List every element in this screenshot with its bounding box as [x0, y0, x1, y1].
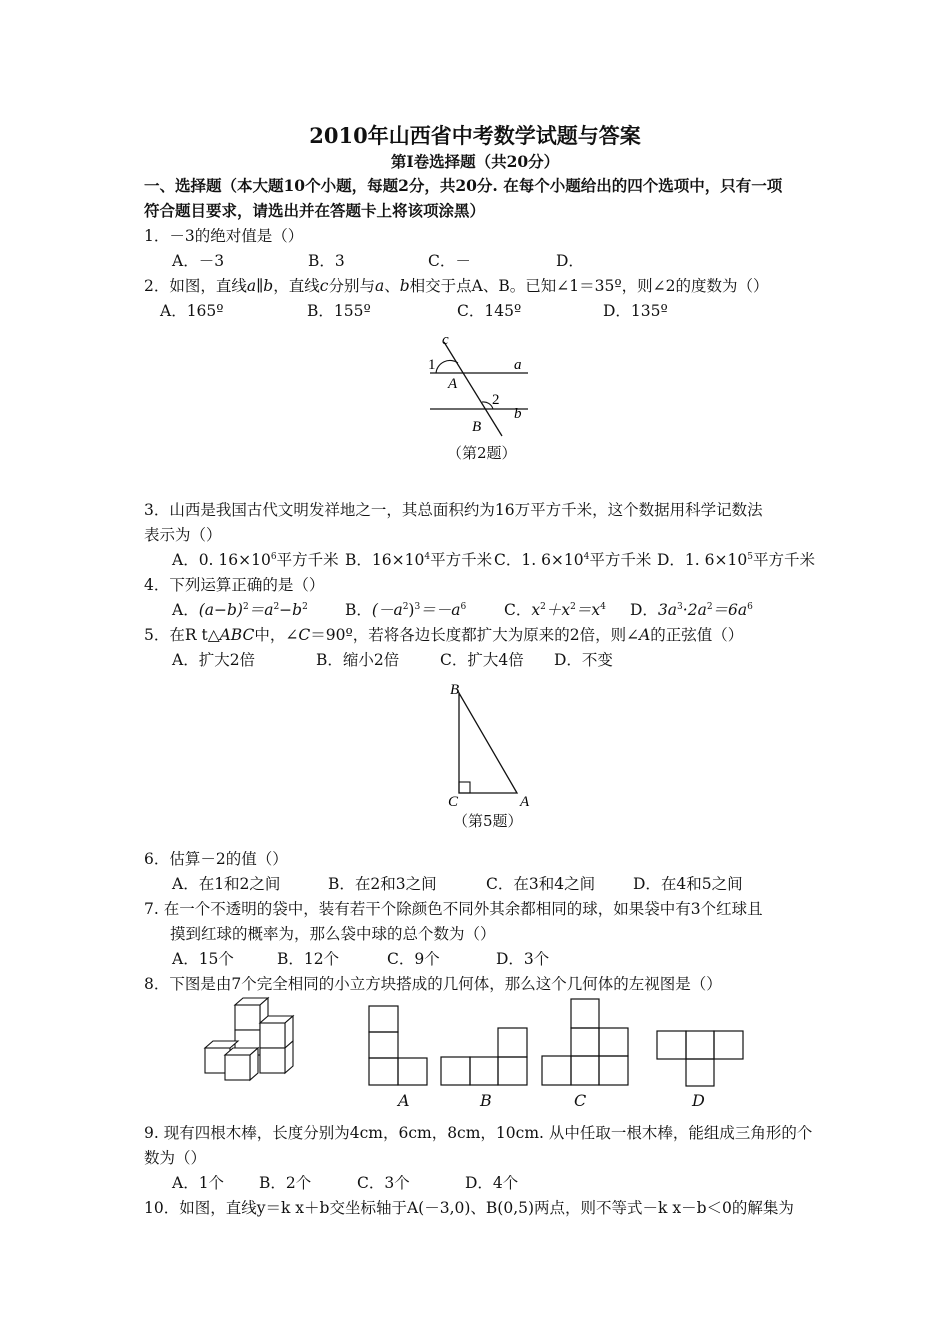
label-c: c: [442, 332, 449, 348]
q3-option-b: B．$16\times 10^4$平方千米: [345, 551, 493, 569]
cube-front-bottom: [225, 1048, 258, 1080]
cube-middle-right: [260, 1016, 293, 1048]
q2-option-a: A．165º: [160, 302, 224, 320]
q7-option-a: A．15个: [172, 950, 234, 968]
q2-figure: [420, 330, 540, 440]
q5-option-b: B．缩小2倍: [316, 651, 400, 669]
q1-option-d: D．: [556, 252, 584, 270]
q8-option-c-view[interactable]: [541, 998, 631, 1087]
q4-option-b: B．$(-a^2)^3=-a^6$: [345, 601, 467, 619]
q9-option-c: C．3个: [357, 1174, 410, 1192]
q2-option-d: D．135º: [603, 302, 668, 320]
q8-option-a-view[interactable]: [368, 1005, 430, 1087]
q7-option-c: C．9个: [387, 950, 440, 968]
q1-option-a: A．－3: [172, 252, 225, 270]
q6-option-c: C．在3和4之间: [486, 875, 596, 893]
page-subtitle: 第Ⅰ卷选择题（共20分）: [390, 152, 560, 171]
section-heading-line1: 一、选择题（本大题10个小题，每题2分，共20分. 在每个小题给出的四个选项中，只有一项: [144, 176, 783, 195]
q5-caption: （第5题）: [453, 812, 523, 830]
label-point-B: B: [472, 419, 482, 435]
q4-option-c: C．$x^2+x^2=x^4$: [504, 601, 606, 619]
q1-stem: 1．－3的绝对值是（）: [144, 227, 304, 245]
q8-label-a: A: [398, 1091, 410, 1110]
q8-stem: 8．下图是由7个完全相同的小立方块搭成的几何体，那么这个几何体的左视图是（）: [144, 975, 722, 993]
q5-option-c: C．扩大4倍: [440, 651, 524, 669]
q1-option-c: C．－: [428, 252, 471, 270]
q7-line1: 7. 在一个不透明的袋中，装有若干个除颜色不同外其余都相同的球，如果袋中有3个红球且: [144, 900, 763, 918]
q2-option-b: B．155º: [307, 302, 371, 320]
q9-line2: 数为（）: [144, 1149, 207, 1167]
q3-option-d: D．1. $6\times 10^5$平方千米: [657, 551, 815, 569]
q5-figure: [440, 678, 540, 808]
q8-label-d: D: [692, 1091, 705, 1110]
q8-option-b-view[interactable]: [440, 1027, 530, 1087]
q5-option-a: A．扩大2倍: [172, 651, 256, 669]
q2-stem: 2．如图，直线a∥b，直线c分别与a、b相交于点A、B。已知∠1＝35º，则∠2的度数为（）: [144, 277, 769, 295]
q6-option-b: B．在2和3之间: [328, 875, 437, 893]
q2-caption: （第2题）: [447, 444, 517, 462]
q3-option-c: C．1. $6\times 10^4$平方千米: [494, 551, 652, 569]
q8-label-c: C: [574, 1091, 587, 1110]
q5-stem: 5．在R t△ABC中，∠C＝90º，若将各边长度都扩大为原来的2倍，则∠A的正弦值（）: [144, 626, 744, 644]
triangle-ABC: [459, 693, 517, 793]
q7-option-d: D．3个: [496, 950, 550, 968]
label-C: C: [448, 794, 459, 810]
page-title: 2010年山西省中考数学试题与答案: [309, 123, 641, 148]
q9-option-b: B．2个: [259, 1174, 312, 1192]
q4-option-a: A．$(a-b)^2=a^2-b^2$: [172, 601, 308, 619]
q9-line1: 9. 现有四根木棒，长度分别为4cm，6cm，8cm，10cm. 从中任取一根木棒，能组成三角形的个: [144, 1124, 813, 1142]
q7-option-b: B．12个: [277, 950, 340, 968]
label-point-A: A: [448, 376, 458, 392]
q9-option-a: A．1个: [172, 1174, 225, 1192]
q7-line2: 摸到红球的概率为，那么袋中球的总个数为（）: [170, 925, 496, 943]
label-b: b: [514, 406, 522, 422]
q6-stem: 6．估算－2的值（）: [144, 850, 288, 868]
q1-option-b: B．3: [308, 252, 345, 270]
label-angle-1: 1: [428, 357, 436, 373]
label-angle-2: 2: [492, 392, 500, 408]
q6-option-a: A．在1和2之间: [172, 875, 281, 893]
q6-option-d: D．在4和5之间: [633, 875, 743, 893]
q4-stem: 4．下列运算正确的是（）: [144, 576, 325, 594]
label-a: a: [514, 357, 522, 373]
section-heading-line2: 符合题目要求，请选出并在答题卡上将该项涂黑）: [144, 201, 486, 220]
q3-line1: 3．山西是我国古代文明发祥地之一，其总面积约为16万平方千米，这个数据用科学记数法: [144, 501, 763, 519]
label-B: B: [450, 682, 460, 698]
q9-option-d: D．4个: [465, 1174, 519, 1192]
right-angle-mark: [459, 782, 470, 793]
q8-option-d-view[interactable]: [656, 1030, 746, 1088]
label-A: A: [520, 794, 530, 810]
angle-1-arc: [436, 360, 458, 373]
q8-label-b: B: [480, 1091, 492, 1110]
q4-option-d: D．$3a^3\cdot 2a^2=6a^6$: [630, 601, 753, 619]
q10-stem: 10．如图，直线y＝k x＋b交坐标轴于A(－3,0)、B(0,5)两点，则不等式－k x－b＜0的解集为: [144, 1199, 794, 1217]
q8-solid-figure: [200, 995, 310, 1085]
q5-option-d: D．不变: [554, 651, 613, 669]
q3-option-a: A．0. $16\times 10^6$平方千米: [172, 551, 339, 569]
q3-line2: 表示为（）: [144, 526, 222, 544]
q2-option-c: C．145º: [457, 302, 522, 320]
